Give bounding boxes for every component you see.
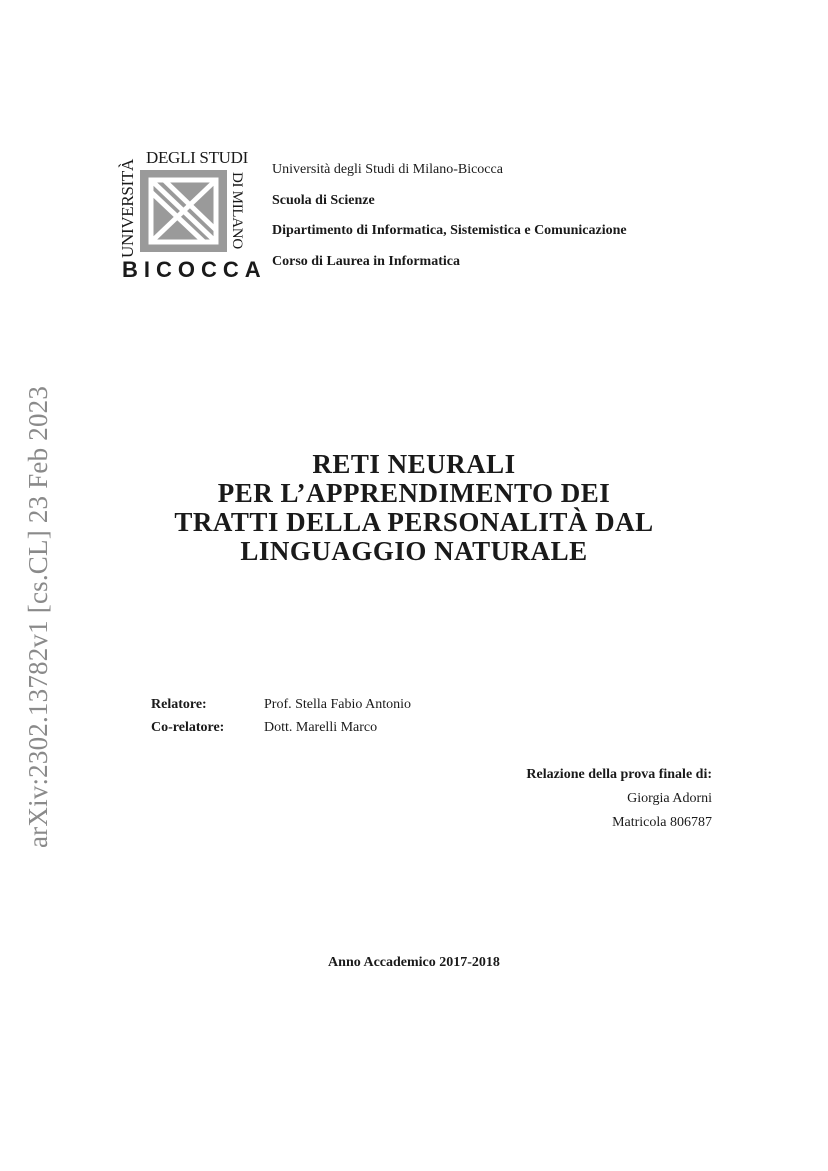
logo-text-top: DEGLI STUDI (146, 148, 248, 167)
logo-text-right: DI MILANO (229, 172, 245, 249)
relatore-label: Relatore: (151, 697, 207, 712)
relatore-name: Prof. Stella Fabio Antonio (264, 697, 411, 712)
corelatore-label: Co-relatore: (151, 720, 225, 735)
corelatore-name: Dott. Marelli Marco (264, 720, 378, 735)
candidate-name: Giorgia Adorni (627, 791, 712, 806)
arxiv-stamp: arXiv:2302.13782v1 [cs.CL] 23 Feb 2023 (23, 385, 53, 848)
university-name: Università degli Studi di Milano-Bicocca (272, 162, 503, 177)
title-line: TRATTI DELLA PERSONALITÀ DAL (174, 507, 654, 537)
course-name: Corso di Laurea in Informatica (272, 254, 460, 269)
candidate-heading: Relazione della prova finale di: (526, 767, 712, 782)
logo-text-bottom: BICOCCA (122, 257, 267, 282)
thesis-title (0, 450, 828, 566)
academic-year: Anno Accademico 2017-2018 (328, 955, 500, 970)
school-name: Scuola di Scienze (272, 193, 375, 208)
title-line: RETI NEURALI (312, 449, 516, 479)
title-line: LINGUAGGIO NATURALE (240, 536, 588, 566)
title-line: PER L’APPRENDIMENTO DEI (217, 478, 611, 508)
department-name: Dipartimento di Informatica, Sistemistica e Comunicazione (272, 223, 627, 238)
university-logo (118, 148, 267, 284)
candidate-matricola: Matricola 806787 (612, 815, 712, 830)
logo-text-left: UNIVERSITÀ (118, 159, 137, 258)
